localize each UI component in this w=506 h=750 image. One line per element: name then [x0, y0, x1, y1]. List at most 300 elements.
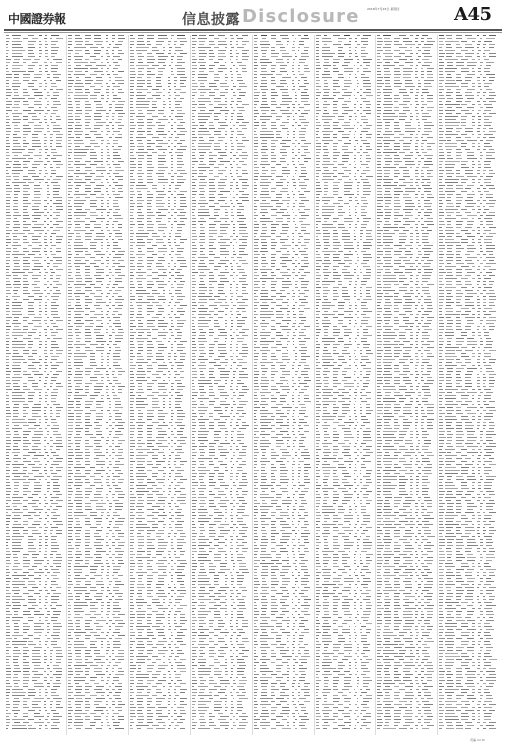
- table-cell: [171, 71, 173, 72]
- table-cell: [96, 44, 102, 45]
- table-cell: [156, 212, 161, 213]
- table-cell: [75, 71, 82, 72]
- table-cell: [113, 410, 119, 411]
- table-cell: [28, 335, 32, 336]
- table-cell: [115, 707, 122, 708]
- table-cell: [101, 527, 103, 528]
- table-cell: [56, 383, 61, 384]
- table-cell: [76, 521, 80, 522]
- table-cell: [53, 389, 58, 390]
- table-cell: [152, 407, 160, 408]
- table-cell: [56, 146, 62, 147]
- table-cell: [180, 314, 184, 315]
- table-cell: [130, 347, 135, 348]
- table-cell: [23, 437, 27, 438]
- table-cell: [113, 284, 118, 285]
- table-cell: [39, 542, 41, 543]
- table-cell: [53, 338, 62, 339]
- table-cell: [50, 653, 52, 654]
- table-cell: [137, 221, 142, 222]
- table-cell: [94, 35, 101, 36]
- table-cell: [115, 110, 123, 111]
- table-cell: [147, 119, 153, 120]
- table-cell: [168, 341, 170, 342]
- table-cell: [130, 38, 135, 39]
- table-cell: [113, 395, 117, 396]
- table-cell: [136, 404, 148, 405]
- table-cell: [96, 413, 103, 414]
- table-cell: [28, 272, 33, 273]
- table-cell: [152, 152, 157, 153]
- table-cell: [23, 614, 31, 615]
- table-cell: [177, 176, 183, 177]
- table-cell: [75, 716, 81, 717]
- table-cell: [50, 416, 52, 417]
- table-cell: [13, 239, 20, 240]
- table-cell: [68, 587, 71, 588]
- table-cell: [163, 245, 166, 246]
- table-cell: [147, 386, 153, 387]
- table-cell: [90, 566, 98, 567]
- table-cell: [147, 365, 153, 366]
- table-cell: [168, 263, 171, 264]
- table-cell: [6, 152, 9, 153]
- table-cell: [12, 599, 25, 600]
- table-cell: [115, 281, 123, 282]
- table-cell: [23, 662, 29, 663]
- table-cell: [34, 326, 42, 327]
- table-cell: [106, 374, 109, 375]
- table-cell: [94, 41, 103, 42]
- table-cell: [28, 71, 34, 72]
- table-cell: [34, 638, 40, 639]
- table-cell: [23, 290, 28, 291]
- table-cell: [75, 545, 80, 546]
- table-cell: [96, 338, 103, 339]
- table-cell: [50, 167, 53, 168]
- table-cell: [85, 521, 90, 522]
- table-cell: [85, 620, 92, 621]
- table-cell: [169, 95, 171, 96]
- table-cell: [85, 44, 93, 45]
- table-cell: [68, 329, 72, 330]
- table-cell: [28, 581, 35, 582]
- table-cell: [23, 137, 26, 138]
- table-cell: [101, 365, 103, 366]
- table-cell: [112, 650, 115, 651]
- table-cell: [130, 182, 136, 183]
- table-cell: [45, 344, 47, 345]
- table-cell: [47, 317, 49, 318]
- table-cell: [34, 623, 44, 624]
- table-cell: [74, 566, 88, 567]
- table-cell: [13, 164, 21, 165]
- table-cell: [85, 614, 91, 615]
- table-cell: [23, 458, 26, 459]
- table-cell: [147, 134, 154, 135]
- table-cell: [75, 701, 83, 702]
- table-cell: [107, 722, 109, 723]
- table-cell: [136, 374, 146, 375]
- table-cell: [112, 275, 115, 276]
- table-cell: [6, 350, 9, 351]
- table-cell: [109, 698, 112, 699]
- table-cell: [51, 254, 56, 255]
- table-cell: [50, 164, 52, 165]
- table-cell: [39, 392, 41, 393]
- table-cell: [23, 77, 30, 78]
- table-cell: [168, 83, 171, 84]
- table-cell: [118, 191, 123, 192]
- table-cell: [180, 80, 186, 81]
- table-cell: [32, 458, 38, 459]
- table-cell: [50, 524, 52, 525]
- table-cell: [50, 671, 52, 672]
- table-cell: [28, 464, 35, 465]
- table-cell: [12, 332, 27, 333]
- table-cell: [147, 149, 154, 150]
- table-cell: [171, 209, 174, 210]
- table-cell: [12, 602, 20, 603]
- table-cell: [39, 296, 42, 297]
- table-cell: [136, 65, 149, 66]
- table-cell: [14, 59, 20, 60]
- table-cell: [118, 683, 122, 684]
- table-cell: [138, 113, 143, 114]
- table-cell: [28, 98, 35, 99]
- table-cell: [45, 596, 48, 597]
- table-cell: [107, 476, 110, 477]
- table-cell: [115, 674, 124, 675]
- table-cell: [85, 581, 91, 582]
- table-cell: [138, 260, 143, 261]
- table-cell: [68, 65, 72, 66]
- table-cell: [45, 314, 47, 315]
- table-cell: [113, 344, 118, 345]
- table-cell: [94, 518, 102, 519]
- table-cell: [76, 302, 80, 303]
- table-cell: [101, 587, 104, 588]
- table-cell: [106, 554, 109, 555]
- table-row: [68, 728, 126, 731]
- table-cell: [85, 119, 91, 120]
- table-cell: [12, 392, 25, 393]
- table-cell: [13, 386, 20, 387]
- table-cell: [53, 482, 58, 483]
- table-cell: [174, 122, 176, 123]
- table-cell: [158, 227, 167, 228]
- table-cell: [75, 635, 81, 636]
- table-cell: [45, 692, 48, 693]
- table-cell: [68, 581, 72, 582]
- table-cell: [171, 386, 173, 387]
- table-cell: [12, 608, 20, 609]
- table-cell: [44, 407, 47, 408]
- table-cell: [107, 515, 110, 516]
- table-cell: [6, 416, 11, 417]
- table-cell: [115, 107, 123, 108]
- table-cell: [6, 293, 11, 294]
- table-cell: [51, 302, 56, 303]
- table-cell: [75, 494, 82, 495]
- table-cell: [85, 533, 91, 534]
- table-cell: [6, 335, 9, 336]
- table-cell: [51, 380, 56, 381]
- table-cell: [47, 611, 50, 612]
- table-cell: [14, 101, 20, 102]
- table-cell: [6, 305, 9, 306]
- table-cell: [68, 245, 72, 246]
- table-cell: [138, 323, 143, 324]
- table-cell: [90, 605, 95, 606]
- table-cell: [53, 131, 60, 132]
- table-cell: [96, 446, 102, 447]
- table-cell: [158, 68, 165, 69]
- table-cell: [107, 200, 109, 201]
- table-cell: [50, 680, 52, 681]
- table-cell: [147, 344, 153, 345]
- table-cell: [23, 722, 29, 723]
- table-cell: [147, 221, 152, 222]
- table-cell: [130, 83, 134, 84]
- table-cell: [96, 383, 104, 384]
- table-cell: [115, 470, 121, 471]
- table-cell: [169, 47, 172, 48]
- table-cell: [39, 107, 41, 108]
- table-cell: [94, 482, 102, 483]
- table-cell: [68, 182, 71, 183]
- table-cell: [112, 314, 115, 315]
- table-cell: [32, 449, 41, 450]
- table-cell: [112, 371, 115, 372]
- table-cell: [118, 719, 124, 720]
- table-cell: [53, 698, 62, 699]
- table-cell: [28, 53, 34, 54]
- table-cell: [53, 425, 59, 426]
- table-cell: [6, 560, 10, 561]
- table-cell: [39, 47, 41, 48]
- table-cell: [107, 512, 110, 513]
- table-cell: [51, 428, 59, 429]
- table-cell: [112, 458, 114, 459]
- table-cell: [158, 164, 164, 165]
- table-cell: [23, 611, 30, 612]
- table-cell: [96, 272, 105, 273]
- table-cell: [68, 347, 73, 348]
- table-cell: [45, 311, 47, 312]
- table-cell: [39, 41, 41, 42]
- section-title-en: Disclosure: [242, 6, 360, 27]
- table-cell: [85, 224, 90, 225]
- table-cell: [112, 188, 115, 189]
- table-cell: [96, 416, 103, 417]
- table-cell: [23, 248, 27, 249]
- table-cell: [147, 122, 153, 123]
- table-cell: [109, 335, 112, 336]
- table-cell: [112, 452, 115, 453]
- table-cell: [68, 437, 72, 438]
- table-cell: [171, 35, 174, 36]
- table-cell: [137, 80, 145, 81]
- table-cell: [113, 95, 117, 96]
- table-cell: [130, 332, 136, 333]
- table-cell: [76, 470, 80, 471]
- table-cell: [118, 119, 122, 120]
- table-cell: [39, 536, 42, 537]
- table-cell: [6, 176, 11, 177]
- page-number: A45: [454, 4, 492, 25]
- table-cell: [44, 221, 46, 222]
- table-cell: [12, 272, 25, 273]
- table-cell: [32, 704, 38, 705]
- table-cell: [28, 518, 33, 519]
- table-cell: [168, 197, 170, 198]
- table-cell: [28, 107, 34, 108]
- table-cell: [85, 116, 91, 117]
- table-cell: [75, 719, 83, 720]
- table-cell: [6, 635, 10, 636]
- table-cell: [115, 383, 121, 384]
- table-cell: [51, 296, 59, 297]
- table-cell: [171, 413, 174, 414]
- table-cell: [68, 296, 72, 297]
- table-cell: [147, 287, 152, 288]
- table-cell: [68, 575, 71, 576]
- table-cell: [14, 218, 17, 219]
- table-cell: [6, 302, 9, 303]
- table-cell: [101, 353, 104, 354]
- table-cell: [76, 629, 81, 630]
- table-cell: [13, 653, 21, 654]
- table-cell: [68, 584, 73, 585]
- table-cell: [23, 656, 29, 657]
- table-cell: [53, 593, 61, 594]
- table-cell: [90, 284, 95, 285]
- table-cell: [56, 80, 61, 81]
- table-cell: [113, 149, 121, 150]
- table-cell: [23, 155, 30, 156]
- table-cell: [156, 206, 164, 207]
- table-cell: [175, 104, 180, 105]
- table-cell: [51, 395, 57, 396]
- table-cell: [74, 476, 87, 477]
- table-cell: [147, 53, 152, 54]
- table-cell: [96, 281, 102, 282]
- table-cell: [76, 419, 81, 420]
- table-cell: [168, 122, 170, 123]
- table-cell: [50, 458, 53, 459]
- table-cell: [6, 425, 9, 426]
- table-cell: [68, 308, 74, 309]
- table-cell: [112, 671, 114, 672]
- table-cell: [68, 77, 73, 78]
- table-cell: [156, 86, 162, 87]
- table-cell: [180, 131, 187, 132]
- table-cell: [74, 395, 87, 396]
- table-cell: [12, 536, 24, 537]
- table-cell: [74, 587, 87, 588]
- table-cell: [109, 368, 111, 369]
- table-cell: [68, 644, 72, 645]
- table-cell: [75, 191, 80, 192]
- table-cell: [23, 371, 27, 372]
- table-cell: [53, 404, 60, 405]
- table-cell: [130, 128, 135, 129]
- table-cell: [177, 68, 186, 69]
- table-cell: [177, 224, 186, 225]
- table-cell: [168, 77, 170, 78]
- table-cell: [177, 365, 184, 366]
- table-cell: [56, 704, 60, 705]
- table-cell: [12, 305, 21, 306]
- table-cell: [118, 659, 124, 660]
- table-cell: [32, 209, 39, 210]
- table-cell: [177, 416, 185, 417]
- table-cell: [76, 581, 81, 582]
- table-cell: [118, 452, 123, 453]
- table-cell: [147, 173, 152, 174]
- table-cell: [14, 197, 18, 198]
- table-cell: [171, 143, 173, 144]
- table-cell: [39, 170, 42, 171]
- table-cell: [136, 422, 146, 423]
- table-cell: [85, 113, 89, 114]
- table-cell: [177, 71, 186, 72]
- table-cell: [109, 209, 112, 210]
- table-cell: [137, 146, 144, 147]
- table-cell: [130, 377, 134, 378]
- table-cell: [174, 353, 176, 354]
- table-cell: [74, 212, 87, 213]
- table-cell: [14, 425, 19, 426]
- table-cell: [94, 305, 100, 306]
- table-cell: [137, 218, 144, 219]
- table-cell: [115, 335, 124, 336]
- table-cell: [14, 389, 20, 390]
- table-cell: [32, 650, 40, 651]
- table-cell: [34, 455, 44, 456]
- table-cell: [90, 356, 95, 357]
- table-cell: [138, 68, 144, 69]
- table-cell: [50, 659, 52, 660]
- table-cell: [50, 494, 52, 495]
- table-cell: [6, 464, 10, 465]
- table-cell: [171, 194, 174, 195]
- table-cell: [45, 599, 47, 600]
- table-cell: [158, 128, 164, 129]
- table-cell: [51, 182, 58, 183]
- table-cell: [34, 317, 42, 318]
- table-cell: [56, 386, 63, 387]
- table-cell: [130, 50, 134, 51]
- table-cell: [44, 239, 47, 240]
- table-cell: [115, 506, 123, 507]
- table-cell: [85, 422, 90, 423]
- table-cell: [147, 230, 154, 231]
- table-cell: [68, 227, 71, 228]
- table-cell: [76, 368, 80, 369]
- table-cell: [163, 404, 165, 405]
- table-cell: [13, 215, 21, 216]
- table-cell: [32, 467, 41, 468]
- table-cell: [158, 320, 164, 321]
- table-cell: [174, 203, 176, 204]
- table-cell: [68, 341, 73, 342]
- table-cell: [45, 725, 47, 726]
- table-cell: [94, 392, 100, 393]
- table-cell: [112, 260, 115, 261]
- table-cell: [118, 494, 125, 495]
